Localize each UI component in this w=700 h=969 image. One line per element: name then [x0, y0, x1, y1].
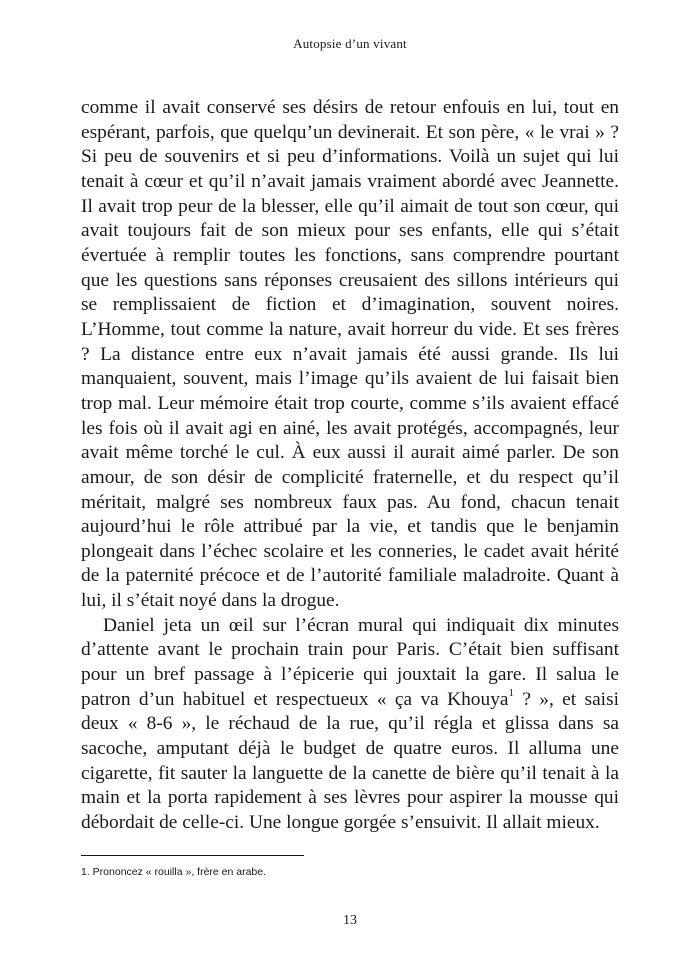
paragraph [81, 614, 619, 836]
running-title: Autopsie d’un vivant [293, 36, 407, 51]
body-text [81, 96, 619, 836]
footnote-reference: 1 [508, 687, 514, 700]
paragraph: comme il avait conservé ses désirs de retour enfouis en lui, tout en espérant, parfois, que quelqu’un devinerait. Et son père, « le vrai » ? Si peu de souvenirs et si peu d’informations. Voilà un sujet qui lui tenait à cœur et qu’il n’avait jamais vraiment abordé avec Jeannette. Il avait trop peur de la blesser, elle qu’il aimait de tout son cœur, qui avait toujours fait de son mieux pour ses enfants, elle qui s’était évertuée à remplir toutes les fonctions, sans comprendre pourtant que les questions sans réponses creusaient des sillons intérieurs qui se remplissaient de fiction et d’imagination, souvent noires. L’Homme, tout comme la nature, avait horreur du vide. Et ses frères ? La distance entre eux n’avait jamais été aussi grande. Ils lui manquaient, souvent, mais l’image qu’ils avaient de lui faisait bien trop mal. Leur mémoire était trop courte, comme s’ils avaient effacé les fois où il avait agi en ainé, les avait protégés, accompagnés, leur avait même torché le cul. À eux aussi il aurait aimé parler. De son amour, de son désir de complicité fraternelle, et du respect qu’il méritait, malgré ses nombreux faux pas. Au fond, chacun tenait aujourd’hui le rôle attribué par la vie, et tandis que le benjamin plongeait dans l’échec scolaire et les conneries, le cadet avait hérité de la paternité précoce et de l’autorité familiale maladroite. Quant à lui, il s’était noyé dans la drogue. [81, 97, 619, 612]
page-number: 13 [343, 913, 357, 928]
footnote-separator [81, 855, 304, 856]
footnote: 1. Prononcez « rouilla », frère en arabe. [81, 866, 267, 878]
paragraph-text: ? », et saisi deux « 8-6 », le réchaud de la rue, qu’il régla et glissa dans sa sacoche, amputant déjà le budget de quatre euros. Il alluma une cigarette, fit sauter la languette de la canette de bière qu’il tenait à la main et la porta rapidement à ses lèvres pour aspirer la mousse qui débordait de celle-ci. Une longue gorgée s’ensuivit. Il allait mieux. [81, 688, 619, 834]
paragraph-text: Daniel jeta un œil sur l’écran mural qui indiquait dix minutes d’attente avant le prochain train pour Paris. C’était bien suffisant pour un bref passage à l’épicerie qui jouxtait la gare. Il salua le patron d’un habituel et respectueux « ça va Khouya [81, 614, 619, 710]
